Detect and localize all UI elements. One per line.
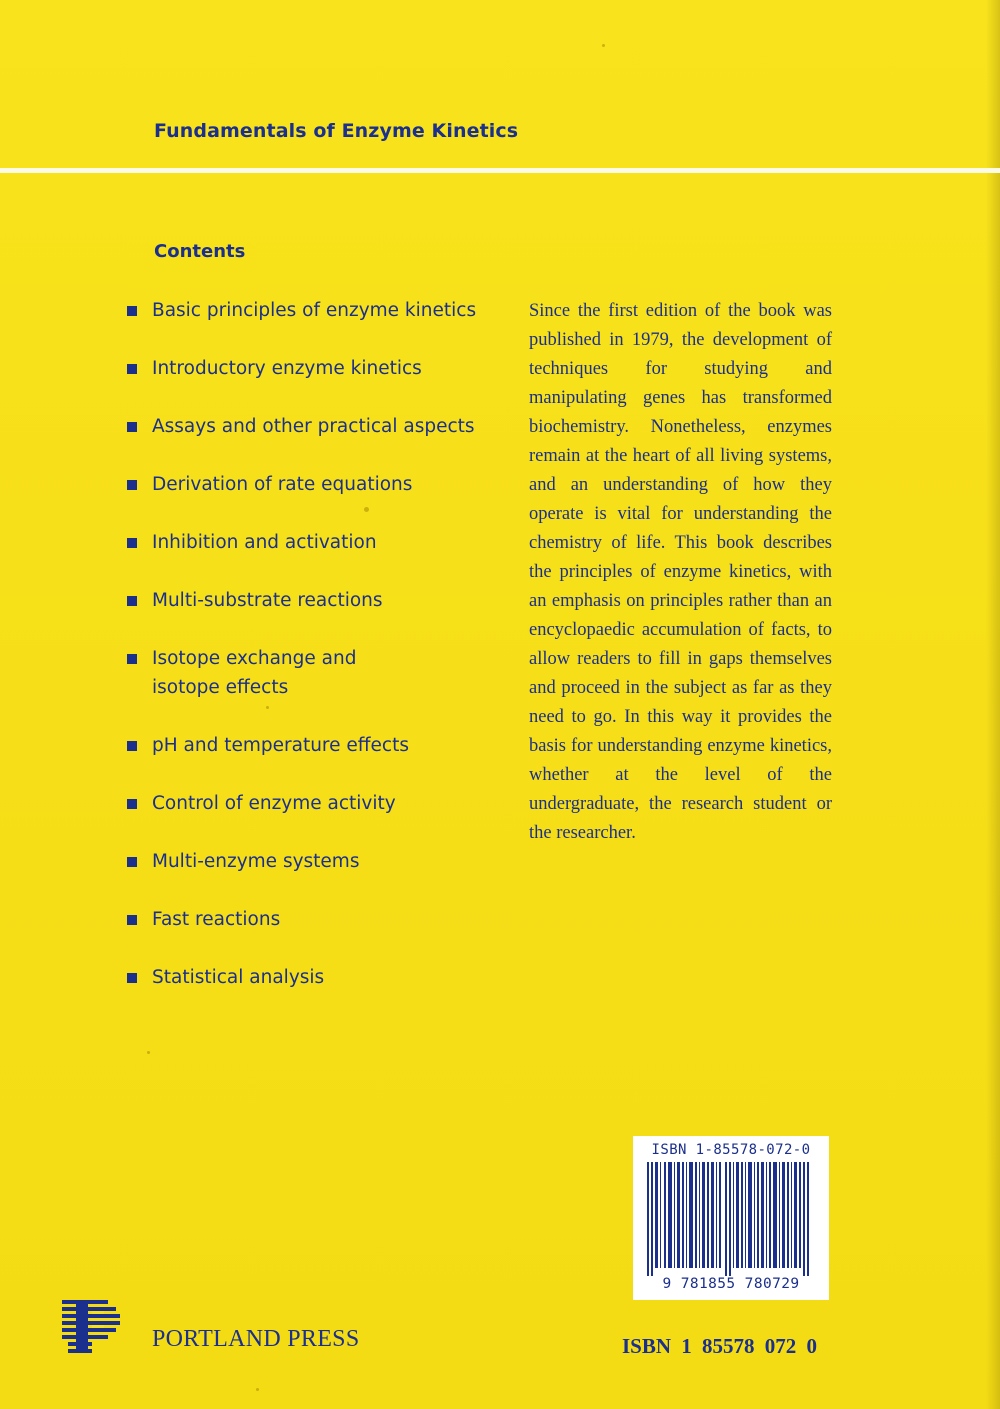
contents-heading: Contents: [154, 241, 246, 262]
square-bullet-icon: [127, 741, 137, 751]
contents-item-label: pH and temperature effects: [152, 735, 409, 756]
contents-item: [125, 528, 495, 557]
contents-item-label: Derivation of rate equations: [152, 474, 413, 495]
publisher-name: PORTLAND PRESS: [152, 1326, 360, 1352]
barcode-icon: [641, 1162, 821, 1276]
book-description: Since the first edition of the book was published in 1979, the development of techniques for studying and manipulating genes has transformed biochemistry. Nonetheless, enzymes remain at the heart of all living systems, and an understanding of how they operate is vital for understanding the chemistry of life. This book describes the principles of enzyme kinetics, with an emphasis on principles rather than an encyclopaedic accumulation of facts, to allow readers to fill in gaps themselves and proceed in the subject as far as they need to go. In this way it provides the basis for understanding enzyme kinetics, whether at the level of the undergraduate, the research student or the researcher.: [529, 301, 832, 843]
contents-item-label: Multi-enzyme systems: [152, 851, 360, 872]
portland-press-p-logo-icon: [62, 1298, 132, 1358]
square-bullet-icon: [127, 306, 137, 316]
contents-item-label: Inhibition and activation: [152, 532, 377, 553]
contents-item: [125, 905, 495, 934]
header-rule: [0, 168, 1000, 173]
contents-item: [125, 296, 495, 325]
square-bullet-icon: [127, 538, 137, 548]
square-bullet-icon: [127, 857, 137, 867]
contents-item-label: Introductory enzyme kinetics: [152, 358, 422, 379]
contents-item: [125, 412, 495, 441]
contents-item: [125, 731, 495, 760]
contents-item-label: Assays and other practical aspects: [152, 416, 475, 437]
paper-speck: [256, 1388, 259, 1391]
contents-item: [125, 586, 495, 615]
contents-item: [125, 963, 495, 992]
contents-item: [125, 644, 427, 702]
contents-item-label: Isotope exchange and isotope effects: [152, 648, 357, 698]
barcode-isbn-label: ISBN 1-85578-072-0: [651, 1142, 811, 1158]
square-bullet-icon: [127, 596, 137, 606]
square-bullet-icon: [127, 654, 137, 664]
contents-item: [125, 470, 495, 499]
contents-item-label: Control of enzyme activity: [152, 793, 396, 814]
contents-item-label: Multi-substrate reactions: [152, 590, 383, 611]
contents-item: [125, 847, 495, 876]
spine-shadow: [986, 0, 1000, 1409]
contents-item-label: Fast reactions: [152, 909, 281, 930]
paper-speck: [147, 1051, 150, 1054]
square-bullet-icon: [127, 480, 137, 490]
square-bullet-icon: [127, 422, 137, 432]
contents-item: [125, 354, 495, 383]
isbn-number: ISBN 1 85578 072 0: [622, 1334, 818, 1358]
paper-speck: [602, 44, 605, 47]
square-bullet-icon: [127, 973, 137, 983]
contents-list: [125, 296, 495, 1021]
square-bullet-icon: [127, 364, 137, 374]
square-bullet-icon: [127, 799, 137, 809]
contents-item-label: Statistical analysis: [152, 967, 325, 988]
isbn-barcode: [633, 1136, 829, 1300]
contents-item: [125, 789, 495, 818]
book-title: Fundamentals of Enzyme Kinetics: [154, 120, 519, 142]
contents-item-label: Basic principles of enzyme kinetics: [152, 300, 477, 321]
square-bullet-icon: [127, 915, 137, 925]
barcode-digits: 9 781855 780729: [662, 1276, 800, 1292]
